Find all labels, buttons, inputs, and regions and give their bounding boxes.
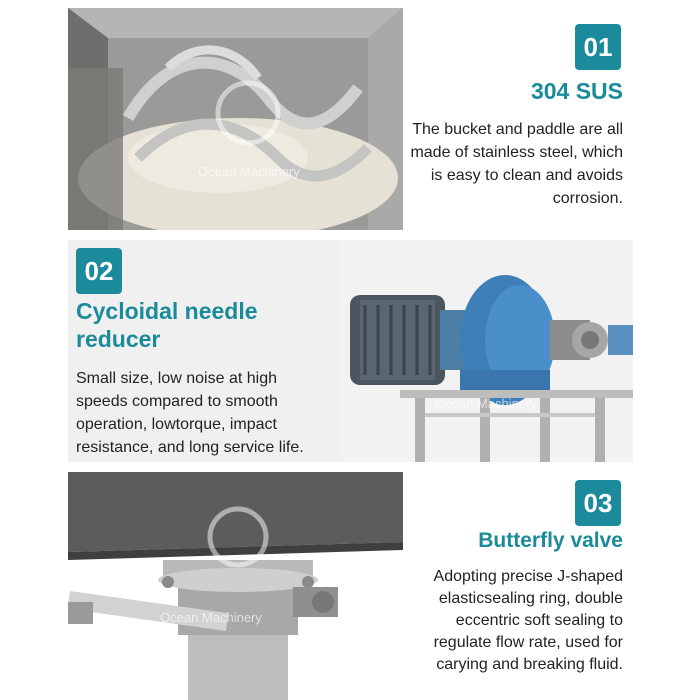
butterfly-valve-photo xyxy=(68,472,403,700)
watermark-text: Ocean Machinery xyxy=(160,610,262,625)
watermark-text: Ocean Machinery xyxy=(435,396,537,411)
feature-section-reducer xyxy=(68,240,633,462)
section-description: The bucket and paddle are all made of stainless steel, which is easy to clean and avoids corrosion. xyxy=(410,121,623,207)
section-number-badge: 03 xyxy=(575,480,621,526)
feature-section-valve xyxy=(68,472,633,700)
section-description: Small size, low noise at high speeds compared to smooth operation, lowtorque, impact resistance, and long service life. xyxy=(76,370,304,456)
section-number-badge: 02 xyxy=(76,248,122,294)
section-title: Butterfly valve xyxy=(478,529,623,552)
section-title: 304 SUS xyxy=(530,78,623,104)
section-title: Cycloidal needle reducer xyxy=(76,298,258,352)
watermark-text: Ocean Machinery xyxy=(198,164,300,179)
section-description: Adopting precise J-shaped elasticsealing ring, double eccentric soft sealing to regulate flow rate, used for carying and breaking fluid. xyxy=(433,568,623,673)
reducer-motor-photo xyxy=(340,240,633,462)
section-number-badge: 01 xyxy=(575,24,621,70)
feature-section-stainless xyxy=(68,8,633,230)
mixer-bucket-photo xyxy=(68,8,403,230)
